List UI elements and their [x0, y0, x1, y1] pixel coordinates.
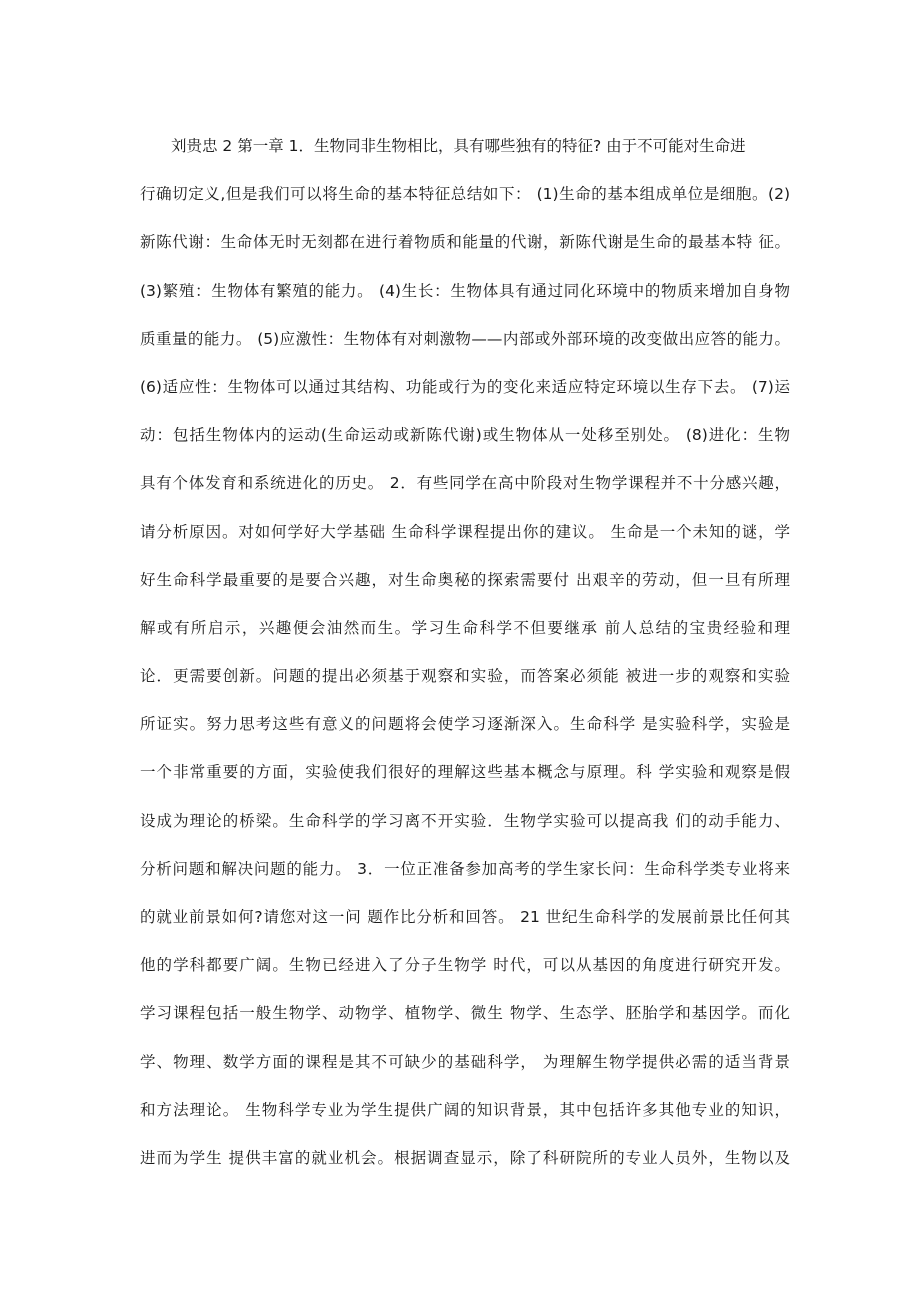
text-line: (6)适应性：生物体可以通过其结构、功能或行为的变化来适应特定环境以生存下去。 (7)运	[140, 377, 790, 396]
text-line: 解或有所启示，兴趣便会油然而生。学习生命科学不但要继承 前人总结的宝贵经验和理	[140, 618, 790, 637]
text-line: 的就业前景如何?请您对这一问 题作比分析和回答。 21 世纪生命科学的发展前景比任何其	[140, 908, 790, 926]
text-line: 学习课程包括一般生物学、动物学、植物学、微生 物学、生态学、胚胎学和基因学。而化	[140, 1004, 790, 1023]
text-line: 一个非常重要的方面，实验使我们很好的理解这些基本概念与原理。科 学实验和观察是假	[140, 763, 790, 782]
text-line: 质重量的能力。 (5)应激性：生物体有对刺激物——内部或外部环境的改变做出应答的能力。	[140, 329, 790, 348]
text-line: 设成为理论的桥梁。生命科学的学习离不开实验．生物学实验可以提高我 们的动手能力、	[140, 811, 790, 830]
text-line: 好生命科学最重要的是要合兴趣，对生命奥秘的探索需要付 出艰辛的劳动，但一旦有所理	[140, 570, 790, 589]
document-body	[140, 122, 790, 1182]
text-line: 论．更需要创新。问题的提出必须基于观察和实验，而答案必须能 被进一步的观察和实验	[140, 667, 790, 686]
text-line: 新陈代谢：生命体无时无刻都在进行着物质和能量的代谢，新陈代谢是生命的最基本特 征。	[140, 233, 790, 252]
text-line: 进而为学生 提供丰富的就业机会。根据调查显示，除了科研院所的专业人员外，生物以及	[140, 1148, 790, 1167]
text-line: 和方法理论。 生物科学专业为学生提供广阔的知识背景，其中包括许多其他专业的知识，	[140, 1100, 790, 1119]
text-line: 分析问题和解决问题的能力。 3．一位正准备参加高考的学生家长问：生命科学类专业将来	[140, 859, 790, 878]
text-line: 学、物理、数学方面的课程是其不可缺少的基础科学， 为理解生物学提供必需的适当背景	[140, 1052, 790, 1071]
text-line: 刘贵忠 2 第一章 1．生物同非生物相比，具有哪些独有的特征? 由于不可能对生命进	[171, 137, 746, 155]
text-line: 具有个体发育和系统进化的历史。 2．有些同学在高中阶段对生物学课程并不十分感兴趣，	[140, 474, 790, 493]
text-line: (3)繁殖：生物体有繁殖的能力。 (4)生长：生物体具有通过同化环境中的物质来增加自身物	[140, 281, 790, 300]
text-line: 行确切定义,但是我们可以将生命的基本特征总结如下： (1)生命的基本组成单位是细胞。(2)	[140, 185, 790, 204]
text-line: 他的学科都要广阔。生物已经进入了分子生物学 时代，可以从基因的角度进行研究开发。	[140, 956, 790, 975]
text-line: 请分析原因。对如何学好大学基础 生命科学课程提出你的建议。 生命是一个未知的谜，学	[140, 522, 790, 541]
text-line: 动：包括生物体内的运动(生命运动或新陈代谢)或生物体从一处移至别处。 (8)进化：生物	[140, 426, 790, 445]
text-line: 所证实。努力思考这些有意义的问题将会使学习逐渐深入。生命科学 是实验科学，实验是	[140, 715, 790, 734]
